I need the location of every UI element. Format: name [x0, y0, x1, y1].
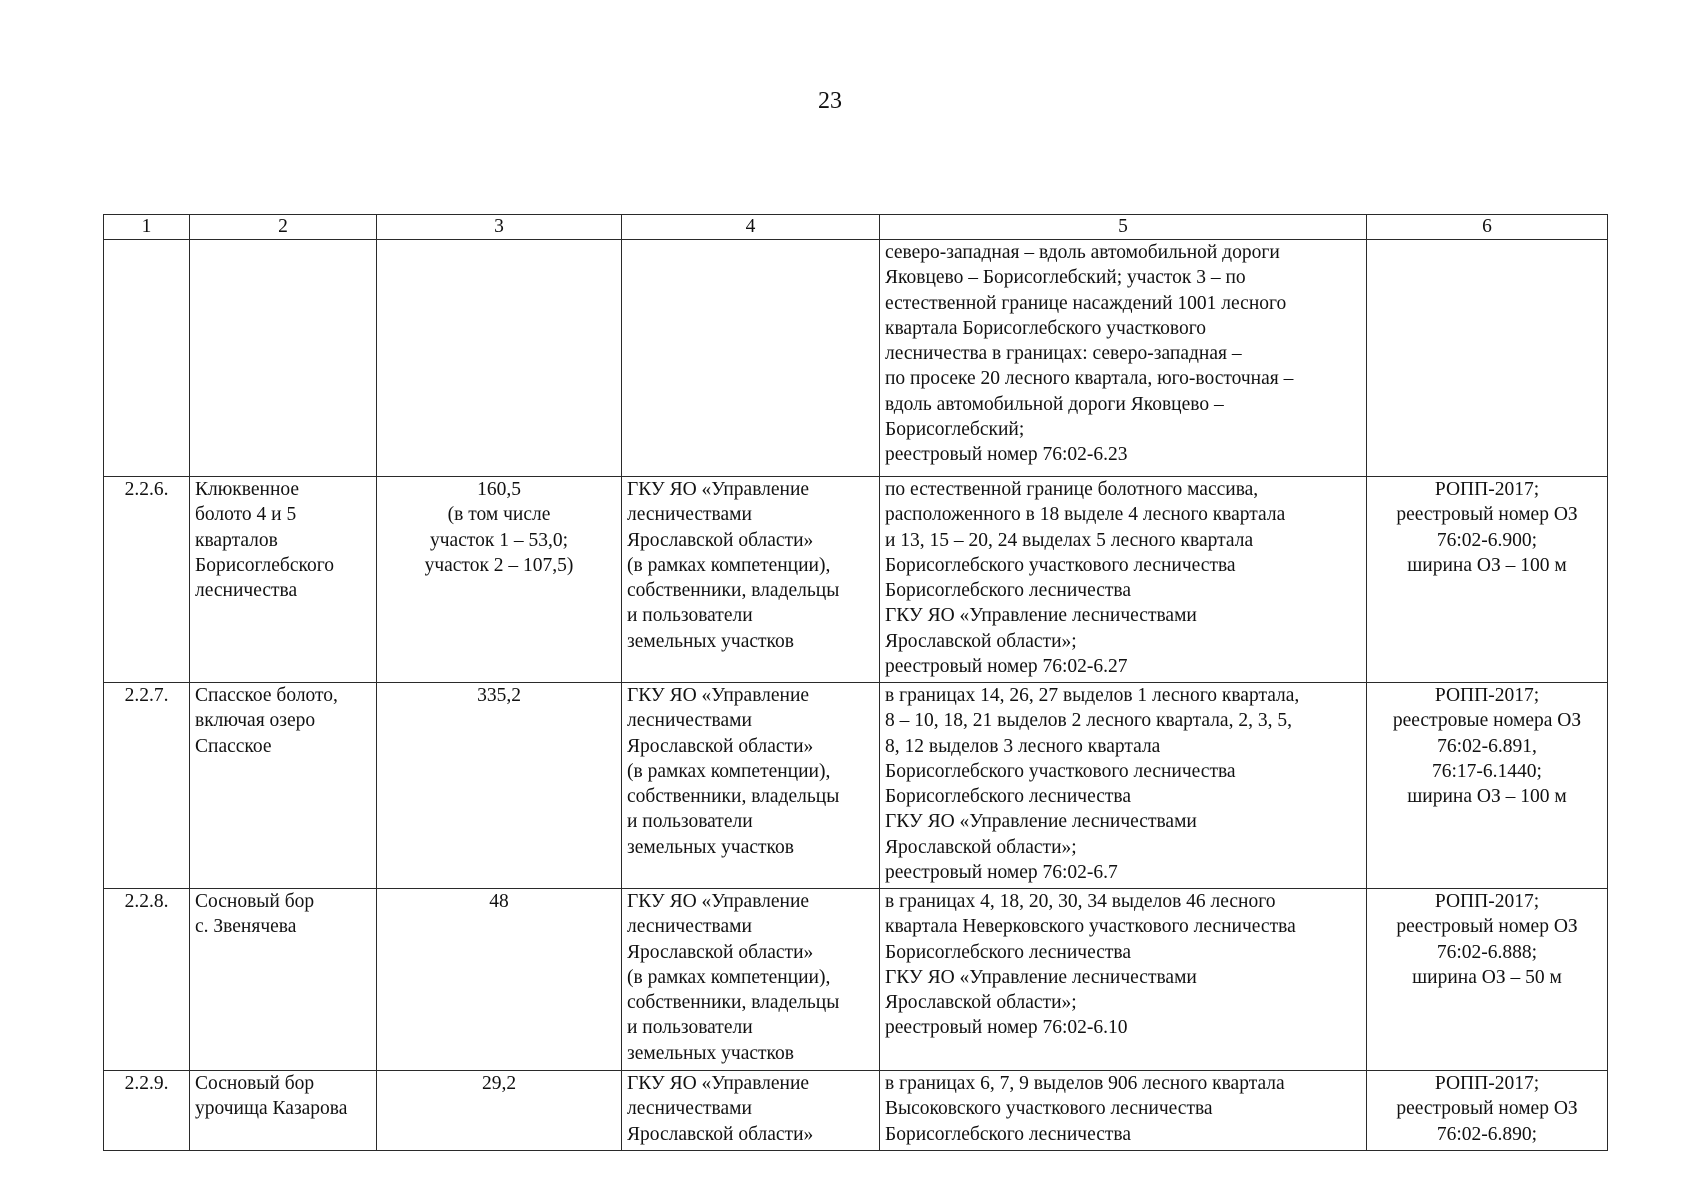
row-number: 2.2.8. [104, 889, 190, 1071]
object-name: Спасское болото, включая озеро Спасское [190, 683, 377, 889]
row-number: 2.2.6. [104, 477, 190, 683]
responsible-org: ГКУ ЯО «Управление лесничествами Ярославской области» [622, 1071, 880, 1151]
table-row [104, 889, 1608, 1071]
responsible-org: ГКУ ЯО «Управление лесничествами Ярославской области» (в рамках компетенции), собственники, владельцы и пользователи земельных участков [622, 477, 880, 683]
boundary-description: по естественной границе болотного массива, расположенного в 18 выделе 4 лесного квартала и 13, 15 – 20, 24 выделах 5 лесного квартала Борисоглебского участкового лесничества Борисоглебского лесничества ГКУ ЯО «Управление лесничествами Ярославской области»; реестровый номер 76:02-6.27 [880, 477, 1367, 683]
object-name: Сосновый бор с. Звенячева [190, 889, 377, 1071]
boundary-description: в границах 6, 7, 9 выделов 906 лесного квартала Высоковского участкового лесничества Борисоглебского лесничества [880, 1071, 1367, 1151]
object-area [377, 240, 622, 477]
table-row [104, 477, 1608, 683]
column-header-5: 5 [880, 215, 1367, 240]
column-header-4: 4 [622, 215, 880, 240]
object-area: 335,2 [377, 683, 622, 889]
documents [1367, 240, 1608, 477]
table-row [104, 240, 1608, 477]
responsible-org: ГКУ ЯО «Управление лесничествами Ярославской области» (в рамках компетенции), собственники, владельцы и пользователи земельных участков [622, 889, 880, 1071]
column-number-row [104, 215, 1608, 240]
object-name: Сосновый бор урочища Казарова [190, 1071, 377, 1151]
documents: РОПП-2017; реестровый номер ОЗ 76:02-6.890; [1367, 1071, 1608, 1151]
boundary-description: северо-западная – вдоль автомобильной дороги Яковцево – Борисоглебский; участок 3 – по естественной границе насаждений 1001 лесного квартала Борисоглебского участкового лесничества в границах: северо-западная – по просеке 20 лесного квартала, юго-восточная – вдоль автомобильной дороги Яковцево – Борисоглебский; реестровый номер 76:02-6.23 [880, 240, 1367, 477]
documents: РОПП-2017; реестровые номера ОЗ 76:02-6.891, 76:17-6.1440; ширина ОЗ – 100 м [1367, 683, 1608, 889]
responsible-org [622, 240, 880, 477]
registry-table [103, 214, 1608, 1151]
table-row [104, 683, 1608, 889]
object-area: 29,2 [377, 1071, 622, 1151]
table-row [104, 1071, 1608, 1151]
column-header-3: 3 [377, 215, 622, 240]
object-name [190, 240, 377, 477]
documents: РОПП-2017; реестровый номер ОЗ 76:02-6.900; ширина ОЗ – 100 м [1367, 477, 1608, 683]
responsible-org: ГКУ ЯО «Управление лесничествами Ярославской области» (в рамках компетенции), собственники, владельцы и пользователи земельных участков [622, 683, 880, 889]
documents: РОПП-2017; реестровый номер ОЗ 76:02-6.888; ширина ОЗ – 50 м [1367, 889, 1608, 1071]
column-header-2: 2 [190, 215, 377, 240]
object-name: Клюквенное болото 4 и 5 кварталов Борисоглебского лесничества [190, 477, 377, 683]
boundary-description: в границах 4, 18, 20, 30, 34 выделов 46 лесного квартала Неверковского участкового лесничества Борисоглебского лесничества ГКУ ЯО «Управление лесничествами Ярославской области»; реестровый номер 76:02-6.10 [880, 889, 1367, 1071]
page-number: 23 [818, 88, 842, 114]
column-header-6: 6 [1367, 215, 1608, 240]
object-area: 48 [377, 889, 622, 1071]
object-area: 160,5 (в том числе участок 1 – 53,0; участок 2 – 107,5) [377, 477, 622, 683]
row-number [104, 240, 190, 477]
row-number: 2.2.9. [104, 1071, 190, 1151]
column-header-1: 1 [104, 215, 190, 240]
row-number: 2.2.7. [104, 683, 190, 889]
boundary-description: в границах 14, 26, 27 выделов 1 лесного квартала, 8 – 10, 18, 21 выделов 2 лесного квартала, 2, 3, 5, 8, 12 выделов 3 лесного квартала Борисоглебского участкового лесничества Борисоглебского лесничества ГКУ ЯО «Управление лесничествами Ярославской области»; реестровый номер 76:02-6.7 [880, 683, 1367, 889]
